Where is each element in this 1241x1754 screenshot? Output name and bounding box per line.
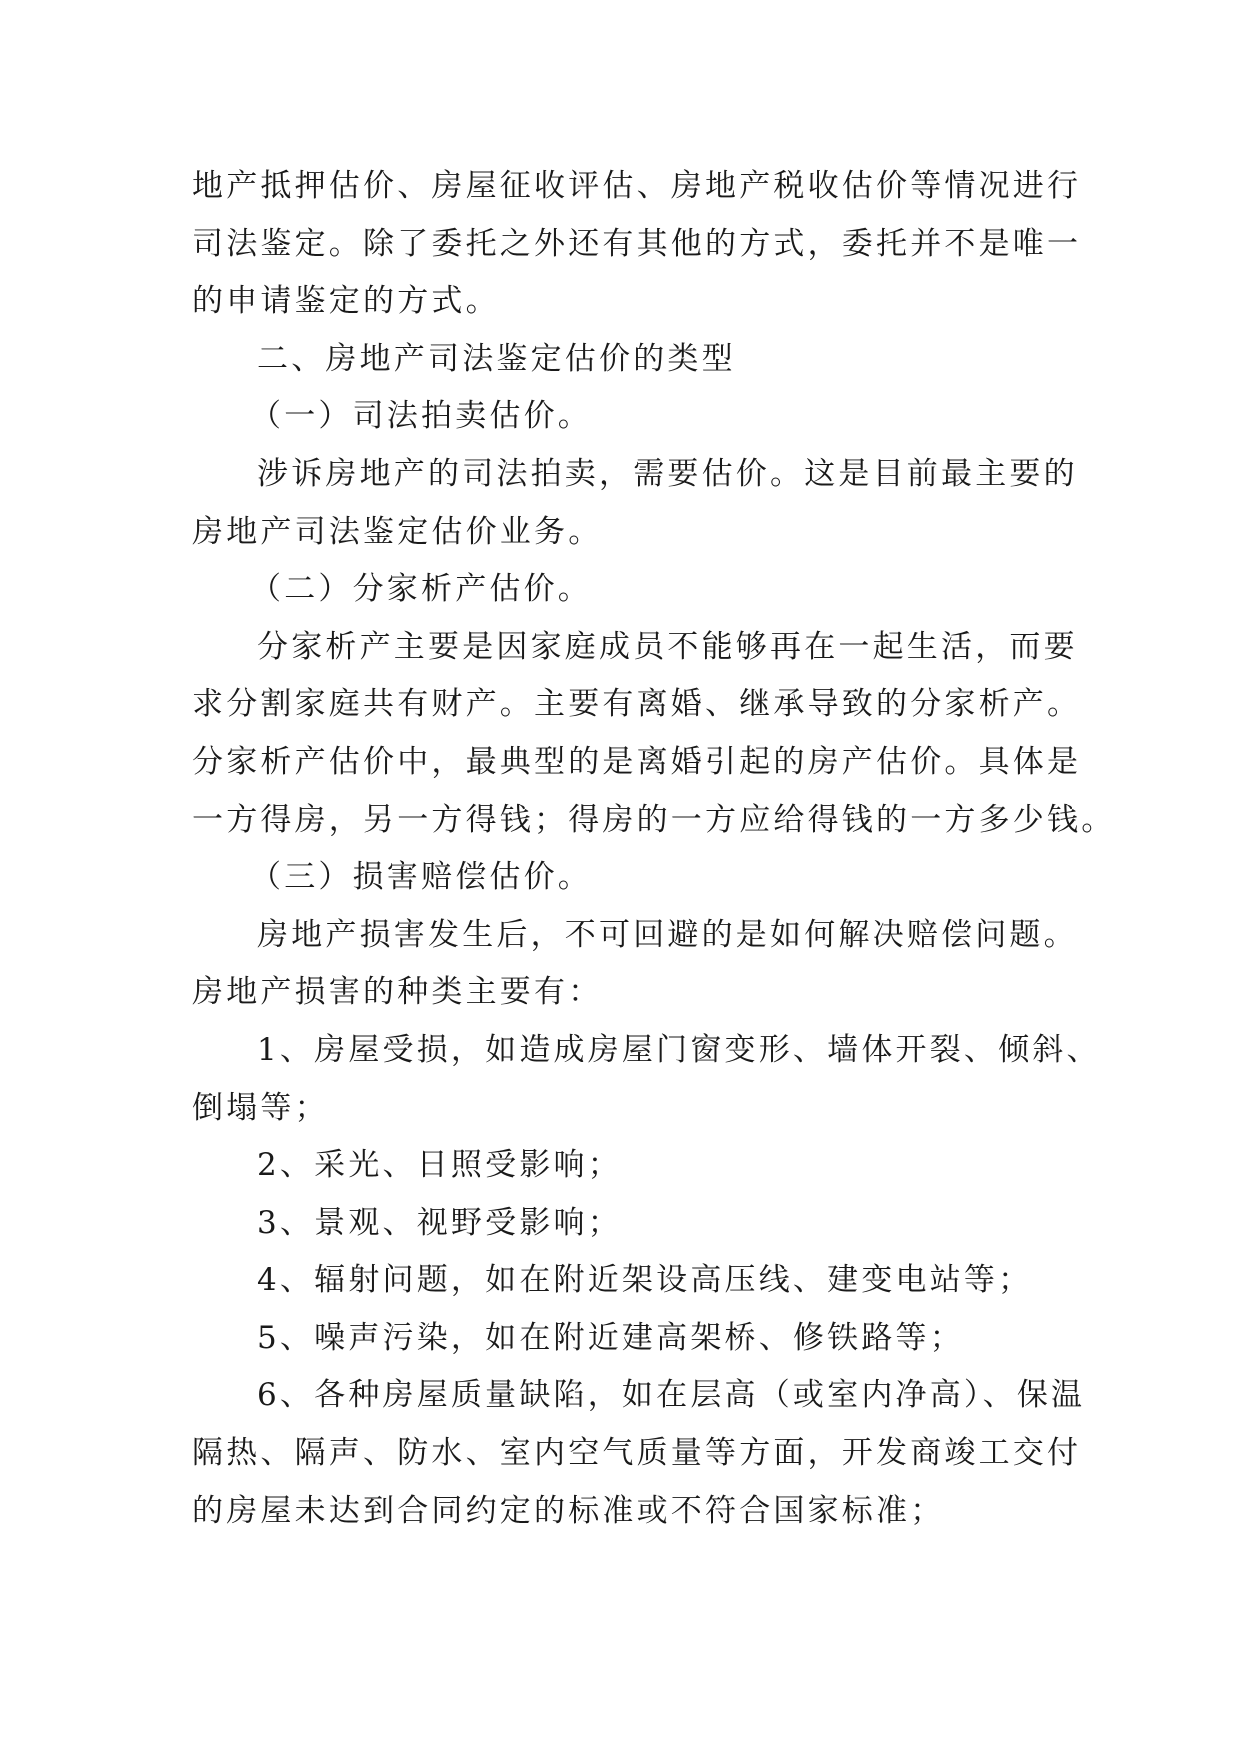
text-line: 地产抵押估价、房屋征收评估、房地产税收估价等情况进行 bbox=[192, 168, 1082, 204]
text-line: 房地产司法鉴定估价业务。 bbox=[192, 513, 603, 550]
list-item: 1、房屋受损，如造成房屋门窗变形、墙体开裂、倾斜、 bbox=[257, 1031, 1101, 1068]
list-item: 3、景观、视野受影响； bbox=[257, 1204, 622, 1241]
list-item-continuation: 倒塌等； bbox=[192, 1089, 329, 1126]
text-line: 分家析产估价中，最典型的是离婚引起的房产估价。具体是 bbox=[192, 743, 1082, 780]
list-item-continuation: 的房屋未达到合同约定的标准或不符合国家标准； bbox=[192, 1492, 945, 1529]
list-item: 2、采光、日照受影响； bbox=[257, 1147, 622, 1184]
subsection-heading: （一）司法拍卖估价。 bbox=[250, 398, 592, 435]
list-item: 6、各种房屋质量缺陷，如在层高（或室内净高）、保温 bbox=[257, 1377, 1086, 1414]
text-line: 求分割家庭共有财产。主要有离婚、继承导致的分家析产。 bbox=[192, 686, 1082, 723]
text-line: 分家析产主要是因家庭成员不能够再在一起生活，而要 bbox=[257, 628, 1078, 665]
list-item: 5、噪声污染，如在附近建高架桥、修铁路等； bbox=[257, 1319, 964, 1356]
section-heading: 二、房地产司法鉴定估价的类型 bbox=[257, 340, 736, 377]
subsection-heading: （二）分家析产估价。 bbox=[250, 571, 592, 608]
text-line: 一方得房，另一方得钱；得房的一方应给得钱的一方多少钱。 bbox=[192, 801, 1116, 838]
text-line: 司法鉴定。除了委托之外还有其他的方式，委托并不是唯一 bbox=[192, 225, 1082, 262]
text-line: 的申请鉴定的方式。 bbox=[192, 283, 500, 320]
document-body bbox=[192, 158, 1116, 1540]
text-line: 房地产损害发生后，不可回避的是如何解决赔偿问题。 bbox=[257, 916, 1078, 953]
list-item: 4、辐射问题，如在附近架设高压线、建变电站等； bbox=[257, 1262, 1033, 1299]
text-line: 涉诉房地产的司法拍卖，需要估价。这是目前最主要的 bbox=[257, 455, 1078, 492]
subsection-heading: （三）损害赔偿估价。 bbox=[250, 859, 592, 896]
list-item-continuation: 隔热、隔声、防水、室内空气质量等方面，开发商竣工交付 bbox=[192, 1435, 1082, 1472]
text-line: 房地产损害的种类主要有： bbox=[192, 974, 603, 1011]
